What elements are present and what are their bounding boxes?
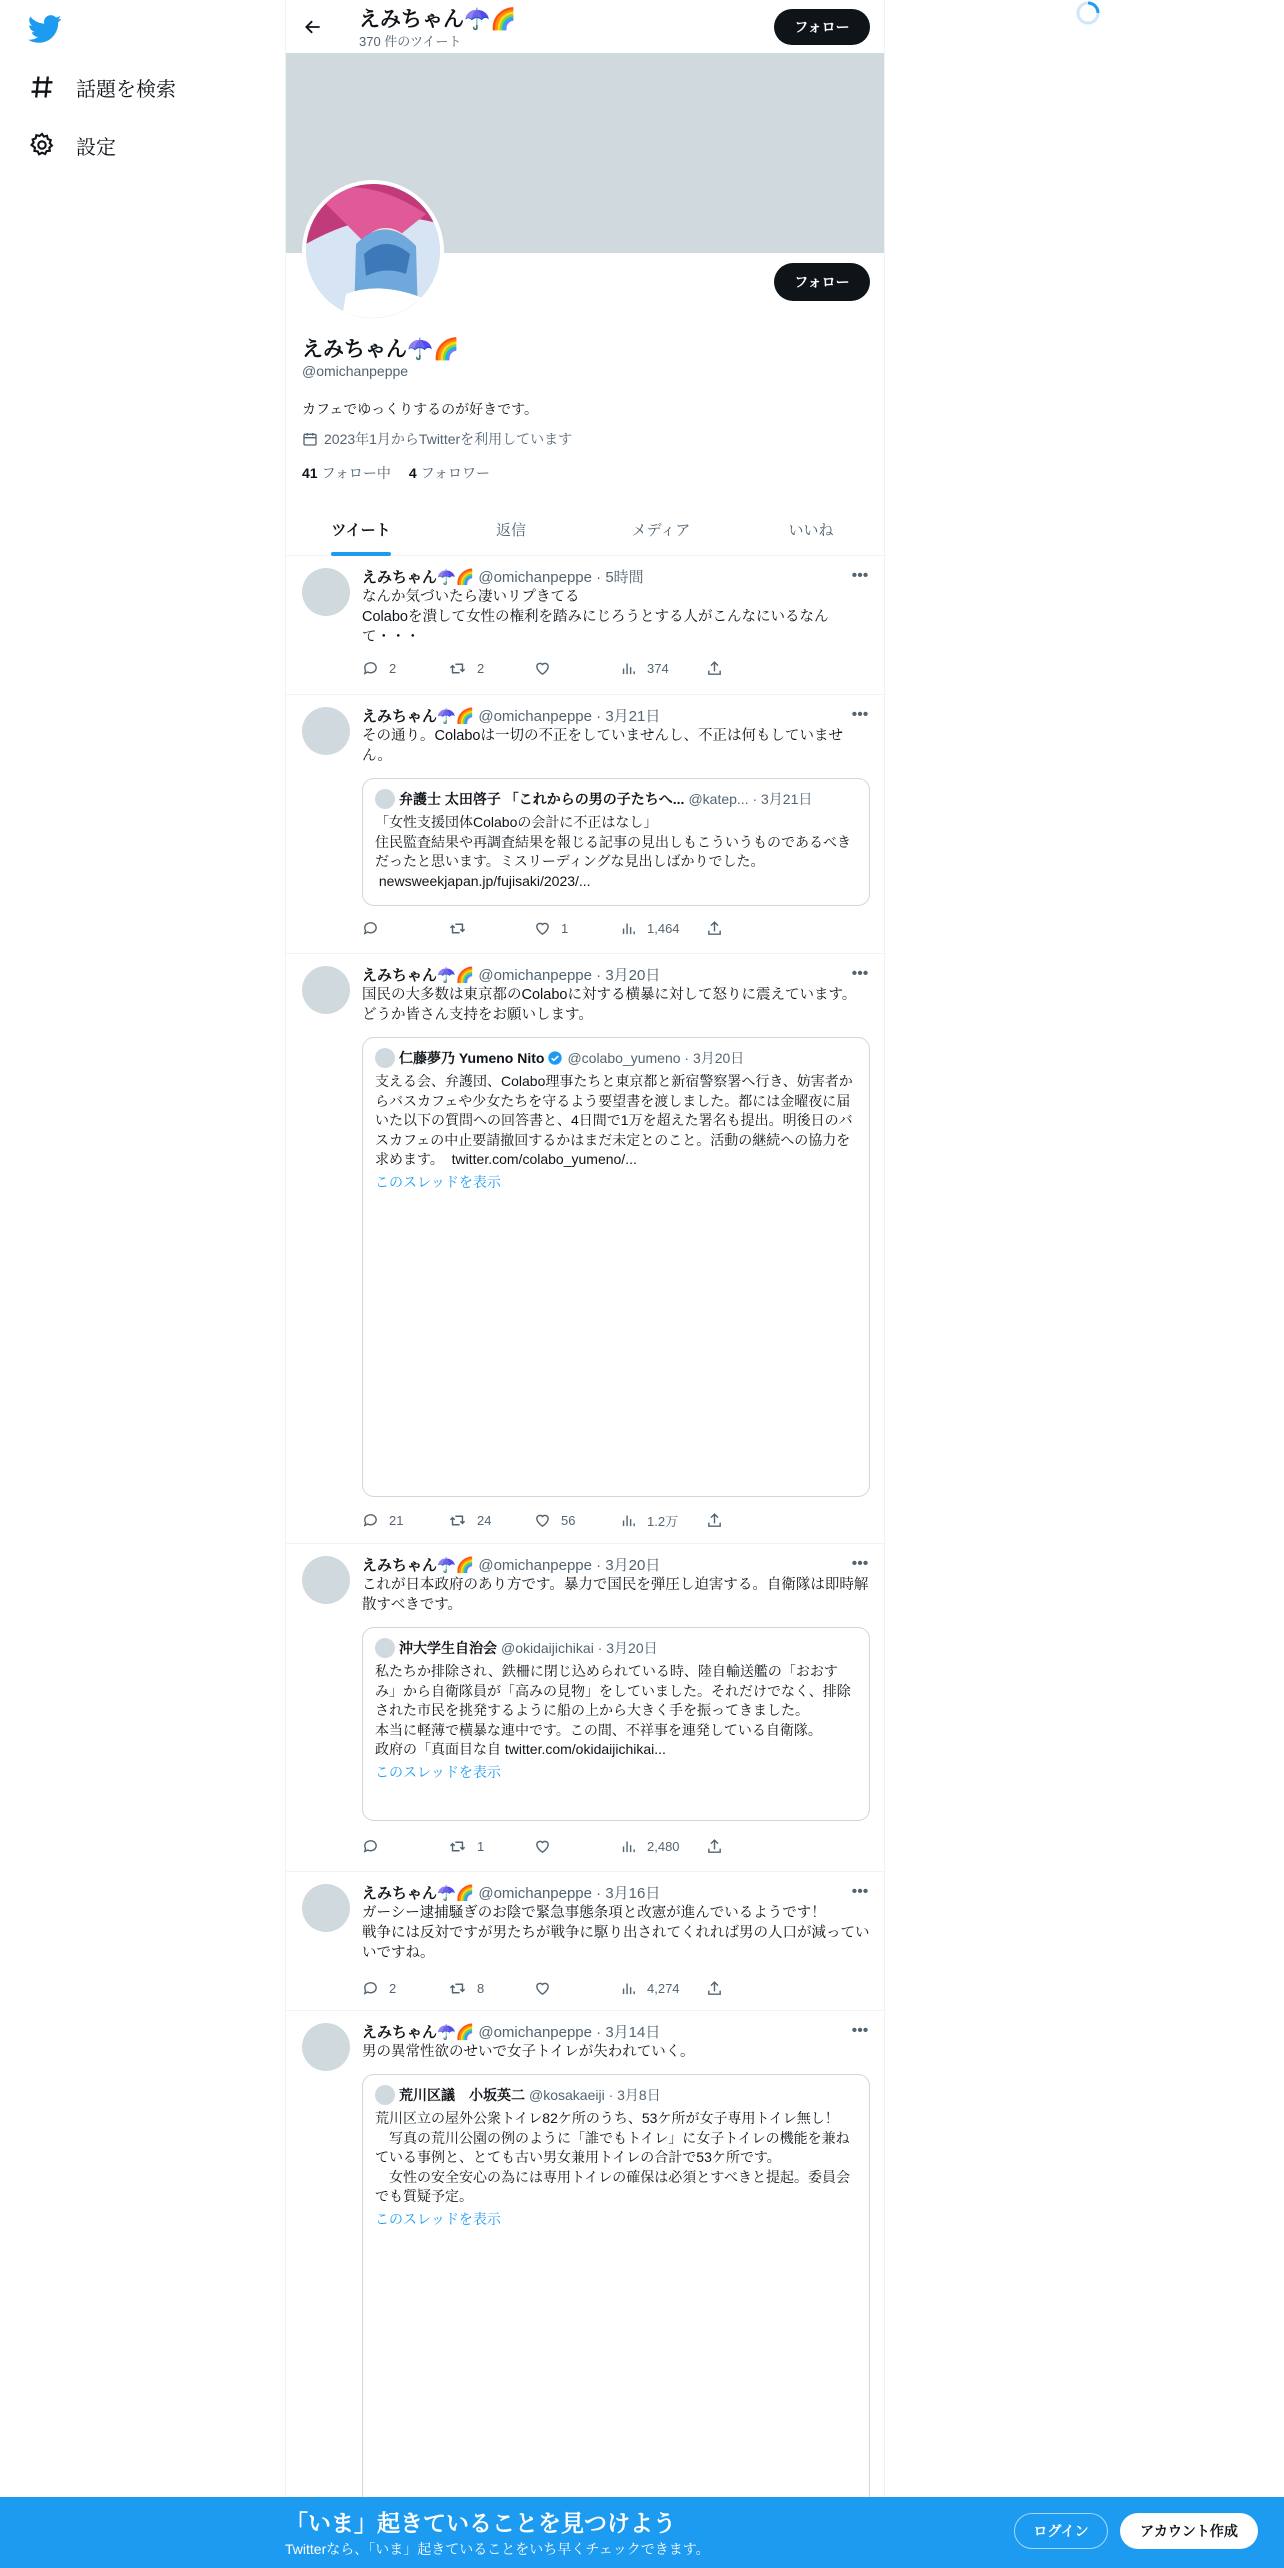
header-follow-button[interactable]: フォロー: [774, 9, 870, 45]
tweet-actions: [362, 658, 792, 678]
tweet-header: [362, 566, 870, 586]
share-button[interactable]: [706, 1510, 792, 1530]
more-options-icon[interactable]: •••: [851, 1883, 869, 1900]
retweet-icon: [448, 1980, 467, 1997]
quoted-author-name: 荒川区議 小坂英二: [399, 2087, 525, 2103]
like-button[interactable]: [534, 658, 620, 678]
quoted-avatar: [375, 1048, 395, 1068]
reply-count: 2: [389, 660, 397, 676]
views-button[interactable]: [620, 1978, 706, 1998]
signup-prompt-bar: [0, 2497, 1284, 2568]
views-count: 374: [647, 660, 669, 676]
tweet-body: [362, 1554, 870, 1821]
retweet-count: 2: [477, 660, 485, 676]
share-button[interactable]: [706, 658, 792, 678]
views-button[interactable]: [620, 918, 706, 938]
tweet[interactable]: [286, 954, 885, 1544]
tweet-body: [362, 566, 870, 647]
tweet-body: [362, 1882, 870, 1963]
twitter-logo-icon[interactable]: [28, 12, 64, 48]
views-count: 4,274: [647, 1980, 680, 1996]
retweet-count: 24: [477, 1512, 492, 1528]
tab-media[interactable]: メディア: [631, 522, 691, 539]
retweet-icon: [448, 1838, 467, 1855]
heart-icon: [534, 660, 551, 677]
tweet[interactable]: [286, 1544, 885, 1872]
followers-stat[interactable]: [409, 463, 490, 483]
nav-settings[interactable]: [28, 125, 116, 165]
tweet-text: 男の異常性欲のせいで女子トイレが失われていく。: [362, 2044, 695, 2060]
heart-icon: [534, 1512, 551, 1529]
retweet-button[interactable]: [448, 1978, 534, 1998]
tweet-meta[interactable]: @omichanpeppe · 3月14日: [478, 2023, 661, 2041]
share-button[interactable]: [706, 918, 792, 938]
profile-avatar[interactable]: [302, 180, 444, 322]
tab-replies[interactable]: 返信: [495, 522, 526, 539]
quoted-meta: @okidaijichikai · 3月20日: [501, 1640, 658, 1656]
followers-label: フォロワー: [420, 465, 490, 481]
joined-label: 2023年1月からTwitterを利用しています: [324, 431, 573, 447]
share-icon: [706, 920, 723, 937]
heart-icon: [534, 1838, 551, 1855]
like-count: 56: [561, 1512, 576, 1528]
quoted-meta: @kosakaeiji · 3月8日: [529, 2087, 661, 2103]
tweet-avatar[interactable]: [302, 2023, 350, 2071]
tweet-header: [362, 964, 870, 984]
tweet-actions: [362, 1836, 792, 1856]
show-thread-link[interactable]: このスレッドを表示: [375, 1173, 501, 1190]
tweet-avatar[interactable]: [302, 1556, 350, 1604]
tweet-meta[interactable]: @omichanpeppe · 3月21日: [478, 707, 661, 725]
share-button[interactable]: [706, 1978, 792, 1998]
retweet-count: 8: [477, 1980, 485, 1996]
like-button[interactable]: [534, 918, 620, 938]
views-button[interactable]: [620, 658, 706, 678]
signup-prompt-subtitle: Twitterなら、「いま」起きていることをいち早くチェックできます。: [285, 2541, 710, 2557]
following-stat[interactable]: [302, 463, 391, 483]
quoted-avatar: [375, 2085, 395, 2105]
quoted-avatar: [375, 1638, 395, 1658]
retweet-icon: [448, 920, 467, 937]
views-chart-icon: [620, 1980, 637, 1997]
tweet-actions: [362, 1510, 792, 1530]
signup-button[interactable]: アカウント作成: [1120, 2513, 1258, 2549]
reply-button[interactable]: [362, 918, 448, 938]
reply-button[interactable]: [362, 658, 448, 678]
views-count: 1,464: [647, 920, 680, 936]
views-chart-icon: [620, 660, 637, 677]
retweet-button[interactable]: [448, 1836, 534, 1856]
tweet[interactable]: [286, 2011, 885, 2568]
more-options-icon[interactable]: •••: [851, 965, 869, 982]
quoted-meta: @katep... · 3月21日: [688, 791, 813, 807]
header-profile-name: えみちゃん☂️🌈: [359, 8, 517, 31]
tweet-avatar[interactable]: [302, 1884, 350, 1932]
tweet-text: その通り。Colaboは一切の不正をしていませんし、不正は何もしていません。: [362, 728, 843, 764]
tweet-author-name[interactable]: えみちゃん☂️🌈: [362, 966, 475, 984]
nav-settings-label: 設定: [76, 136, 116, 159]
tweet-author-name[interactable]: えみちゃん☂️🌈: [362, 1556, 475, 1574]
quoted-tweet[interactable]: [362, 778, 870, 906]
profile-bio: カフェでゆっくりするのが好きです。: [302, 401, 539, 417]
views-button[interactable]: [620, 1510, 706, 1530]
tweet[interactable]: [286, 695, 885, 954]
tweet-header: [362, 1554, 870, 1574]
signup-prompt-title: 「いま」起きていることを見つけよう: [285, 2510, 676, 2536]
views-count: 2,480: [647, 1838, 680, 1854]
like-button[interactable]: [534, 1836, 620, 1856]
tweet-author-name[interactable]: えみちゃん☂️🌈: [362, 2023, 475, 2041]
tweet-avatar[interactable]: [302, 568, 350, 616]
share-icon: [706, 660, 723, 677]
follow-stats: [302, 463, 508, 483]
show-thread-link[interactable]: このスレッドを表示: [375, 2210, 501, 2227]
profile-joined-date: [302, 429, 572, 449]
profile-tabs: [286, 503, 885, 556]
reply-button[interactable]: [362, 1510, 448, 1530]
tweet-text: 国民の大多数は東京都のColaboに対する横暴に対して怒りに震えています。どうか皆さん支持をお願いします。: [362, 987, 857, 1023]
tweet-avatar[interactable]: [302, 707, 350, 755]
reply-icon: [362, 1838, 379, 1855]
reply-icon: [362, 920, 379, 937]
more-options-icon[interactable]: •••: [851, 706, 869, 723]
tweet-header: [362, 2021, 870, 2041]
more-options-icon[interactable]: •••: [851, 567, 869, 584]
back-arrow-icon[interactable]: [298, 12, 328, 42]
quoted-avatar: [375, 789, 395, 809]
quoted-tweet[interactable]: [362, 1037, 870, 1497]
reply-icon: [362, 1512, 379, 1529]
tab-tweets[interactable]: ツイート: [286, 503, 436, 556]
quoted-text: 私たちか排除され、鉄柵に閉じ込められている時、陸自輸送艦の「おおすみ」から自衛隊員が「高みの見物」をしていました。それだけでなく、排除された市民を挑発するように船の上から大きく手を振ってきました。 本当に軽薄で横暴な連中です。この間、不祥事を連発している自衛隊。 政府の「真面目な自 twitter.com/okidaijichikai...: [375, 1663, 851, 1757]
calendar-icon: [302, 431, 318, 447]
following-count: 41: [302, 465, 318, 481]
reply-count: 2: [389, 1980, 397, 1996]
profile-header-bar: [286, 0, 885, 53]
tab-likes[interactable]: いいね: [788, 522, 834, 539]
profile-follow-button[interactable]: フォロー: [774, 263, 870, 301]
hashtag-icon: [28, 73, 56, 101]
share-icon: [706, 1512, 723, 1529]
heart-icon: [534, 1980, 551, 1997]
reply-icon: [362, 1980, 379, 1997]
reply-icon: [362, 660, 379, 677]
quoted-tweet-header: [375, 1638, 857, 1658]
views-chart-icon: [620, 1838, 637, 1855]
tweet-text: これが日本政府のあり方です。暴力で国民を弾圧し迫害する。自衛隊は即時解散すべきです。: [362, 1577, 869, 1613]
quoted-text: 「女性支援団体Colaboの会計に不正はなし」 住民監査結果や再調査結果を報じる記事の見出しもこういうものであるべきだったと思います。ミスリーディングな見出しばかりでした。 newsweekjapan.jp/fujisaki/2023/...: [375, 814, 851, 889]
tweet-author-name[interactable]: えみちゃん☂️🌈: [362, 568, 475, 586]
tweet-author-name[interactable]: えみちゃん☂️🌈: [362, 1884, 475, 1902]
tweet-body: [362, 964, 870, 1497]
views-chart-icon: [620, 1512, 637, 1529]
tweet-header: [362, 1882, 870, 1902]
share-icon: [706, 1838, 723, 1855]
like-button[interactable]: [534, 1510, 620, 1530]
tweet-meta[interactable]: @omichanpeppe · 3月20日: [478, 966, 661, 984]
views-count: 1.2万: [647, 1513, 679, 1529]
following-label: フォロー中: [321, 465, 391, 481]
nav-explore-label: 話題を検索: [76, 78, 176, 101]
retweet-button[interactable]: [448, 658, 534, 678]
login-button[interactable]: ログイン: [1014, 2513, 1108, 2549]
quoted-author-name: 沖大学生自治会: [399, 1640, 497, 1656]
profile-handle: @omichanpeppe: [302, 363, 409, 379]
more-options-icon[interactable]: •••: [851, 1555, 869, 1572]
tweet-author-name[interactable]: えみちゃん☂️🌈: [362, 707, 475, 725]
quoted-tweet[interactable]: [362, 2074, 870, 2568]
retweet-icon: [448, 1512, 467, 1529]
like-count: 1: [561, 920, 569, 936]
views-chart-icon: [620, 920, 637, 937]
tweet[interactable]: [286, 1872, 885, 2011]
quoted-tweet-header: [375, 2085, 857, 2105]
views-button[interactable]: [620, 1836, 706, 1856]
like-button[interactable]: [534, 1978, 620, 1998]
retweet-button[interactable]: [448, 918, 534, 938]
tweet-meta[interactable]: @omichanpeppe · 5時間: [478, 568, 644, 586]
tweet-avatar[interactable]: [302, 966, 350, 1014]
header-tweet-count: 370 件のツイート: [359, 34, 462, 49]
retweet-icon: [448, 660, 467, 677]
left-sidebar: [0, 0, 285, 2568]
retweet-button[interactable]: [448, 1510, 534, 1530]
retweet-count: 1: [477, 1838, 485, 1854]
quoted-text: 支える会、弁護団、Colabo理事たちと東京都と新宿警察署へ行き、妨害者からバスカフェや少女たちを守るよう要望書を渡しました。都には金曜夜に届いた以下の質問への回答書と、4日間で1万を超えた署名も提出。明後日のバスカフェの中止要請撤回するかはまだ未定とのこと。活動の継続への協力を求めます。 twitter.com/colabo_yumeno/...: [375, 1073, 853, 1167]
tweet[interactable]: [286, 556, 885, 695]
more-options-icon[interactable]: •••: [851, 2022, 869, 2039]
nav-explore[interactable]: [28, 67, 176, 107]
main-column: [285, 0, 885, 2568]
quoted-text: 荒川区立の屋外公衆トイレ82ケ所のうち、53ケ所が女子専用トイレ無し！ 写真の荒川公園の例のように「誰でもトイレ」に女子トイレの機能を兼ねている事例と、とても古い男女兼用トイレの合計で53ケ所です。 女性の安全安心の為には専用トイレの確保は必須とすべきと提起。委員会でも質疑予定。: [375, 2110, 851, 2204]
tweet-actions: [362, 1978, 792, 1998]
quoted-meta: @colabo_yumeno · 3月20日: [567, 1050, 745, 1066]
quoted-tweet[interactable]: [362, 1627, 870, 1821]
tweet-header: [362, 705, 870, 725]
tweet-body: [362, 2021, 870, 2568]
reply-count: 21: [389, 1512, 404, 1528]
loading-spinner-icon: [1075, 0, 1103, 28]
tweet-actions: [362, 918, 792, 938]
tweet-body: [362, 705, 870, 906]
tweet-meta[interactable]: @omichanpeppe · 3月16日: [478, 1884, 661, 1902]
heart-icon: [534, 920, 551, 937]
profile-name: えみちゃん☂️🌈: [302, 338, 460, 361]
quoted-author-name: 仁藤夢乃 Yumeno Nito: [399, 1050, 545, 1066]
gear-icon: [28, 131, 56, 159]
tweet-text: なんか気づいたら凄いリプきてる Colaboを潰して女性の権利を踏みにじろうとする人がこんなにいるなんて・・・: [362, 589, 829, 645]
reply-button[interactable]: [362, 1978, 448, 1998]
share-button[interactable]: [706, 1836, 792, 1856]
share-icon: [706, 1980, 723, 1997]
tweet-text: ガーシー逮捕騒ぎのお陰で緊急事態条項と改憲が進んでいるようです！ 戦争には反対ですが男たちが戦争に駆り出されてくれれば男の人口が減っていいですね。: [362, 1905, 870, 1961]
reply-button[interactable]: [362, 1836, 448, 1856]
verified-badge-icon: [547, 1050, 563, 1066]
show-thread-link[interactable]: このスレッドを表示: [375, 1763, 501, 1780]
quoted-tweet-header: [375, 1048, 857, 1068]
tweet-meta[interactable]: @omichanpeppe · 3月20日: [478, 1556, 661, 1574]
quoted-tweet-header: [375, 789, 857, 809]
quoted-author-name: 弁護士 太田啓子 「これからの男の子たちへ...: [399, 791, 685, 807]
followers-count: 4: [408, 465, 417, 481]
